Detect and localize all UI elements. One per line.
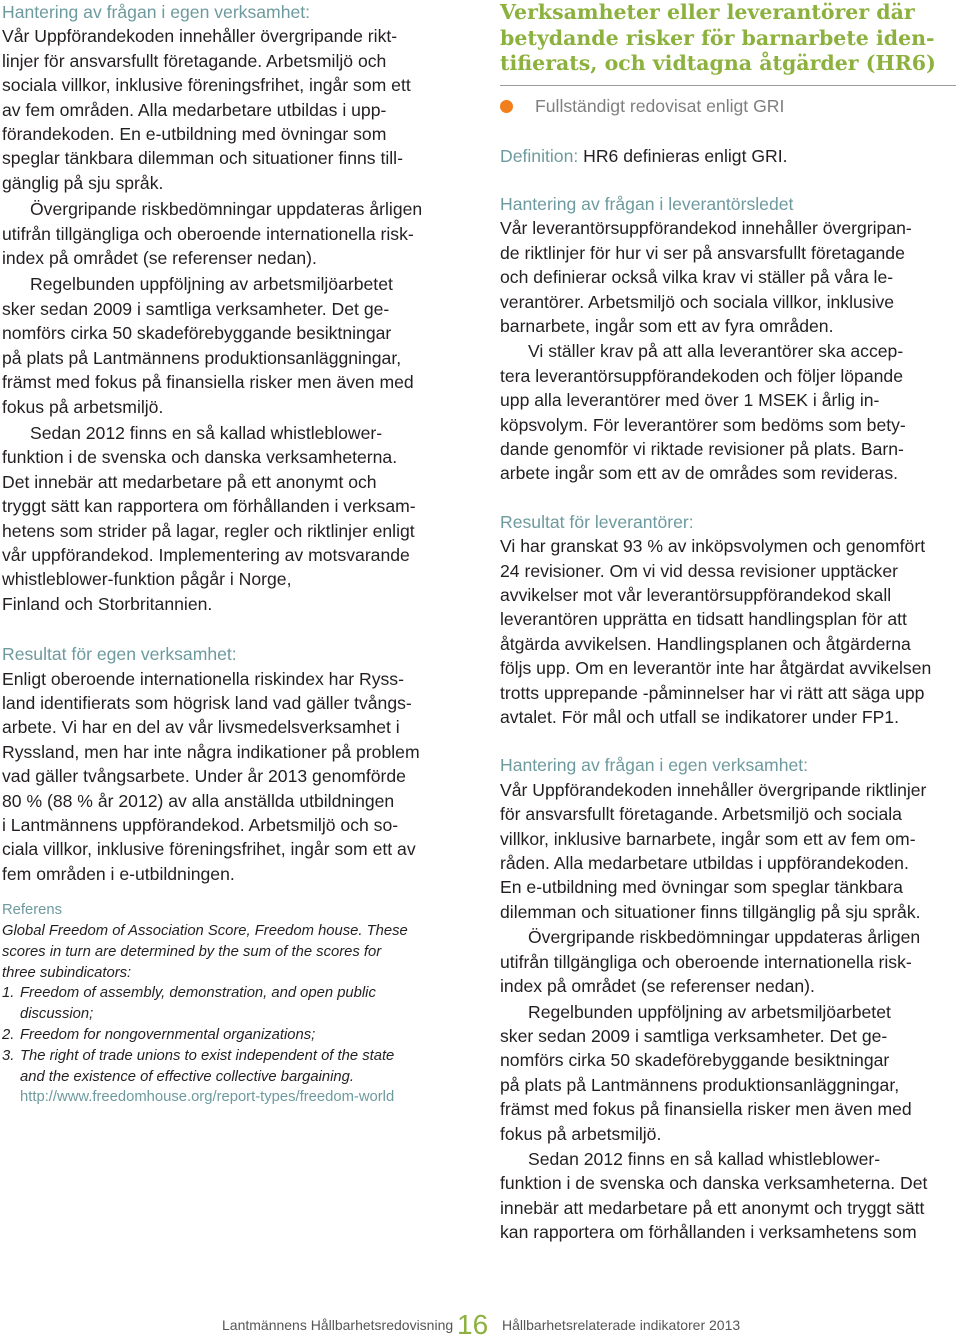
text-line: tifierats, och vidtagna åtgärder (HR6) — [500, 51, 936, 75]
text-line: speglar tänkbara dilemman och situationer finns till- — [2, 148, 403, 169]
text-line: på plats på Lantmännens produktionsanläggningar, — [500, 1074, 900, 1095]
text-line: arbete ingår som ett av de områdes som revideras. — [500, 463, 898, 484]
text-line: whistleblower-funktion pågår i Norge, — [2, 569, 292, 590]
text-line: index på området (se referenser nedan). — [500, 976, 815, 997]
reference-item-number: 2. — [2, 1027, 15, 1043]
text-line: råden. Alla medarbetare utbildas i uppförandekoden. — [500, 853, 909, 874]
text-line: tera leverantörsuppförandekoden och följer löpande — [500, 365, 903, 386]
text-line: av fem områden. Alla medarbetare utbildas i upp- — [2, 99, 387, 120]
text-line: utifrån tillgängliga och oberoende internationella risk- — [500, 951, 912, 972]
text-line: dilemman och situationer finns tillgänglig på sju språk. — [500, 901, 921, 922]
paragraph — [2, 197, 458, 270]
text-line: och definierar också vilka krav vi ställer på våra le- — [500, 267, 894, 288]
reference-item-text: The right of trade unions to exist independent of the state — [20, 1047, 395, 1064]
text-line: Vår Uppförandekoden innehåller övergripande riktlinjer — [500, 779, 927, 800]
text-line: land identifierats som högrisk land vad gäller tvångs- — [2, 692, 412, 713]
text-line: utifrån tillgängliga och oberoende internationella risk- — [2, 223, 414, 244]
text-line: avvikelser mot vår leverantörsuppförandekod skall — [500, 585, 892, 605]
text-line: främst med fokus på finansiella risker men även med — [2, 372, 414, 393]
left-column — [2, 0, 458, 1108]
text-line: nomförs cirka 50 skadeförebyggande besiktningar — [2, 323, 392, 344]
text-line: Regelbunden uppföljning av arbetsmiljöarbetet — [30, 274, 393, 295]
text-line: funktion i de svenska och danska verksamheterna. — [2, 447, 398, 468]
text-line: fokus på arbetsmiljö. — [500, 1123, 662, 1144]
text-line: Vår Uppförandekoden innehåller övergripande rikt- — [2, 26, 398, 47]
reference-item — [2, 1046, 458, 1088]
text-line: 80 % (88 % år 2012) av alla anställda utbildningen — [2, 790, 395, 811]
paragraph — [500, 925, 956, 998]
text-line: index på området (se referenser nedan). — [2, 248, 317, 269]
text-line: i Lantmännens uppförandekod. Arbetsmiljö och so- — [2, 815, 399, 835]
text-line: gänglig på sju språk. — [2, 172, 164, 193]
right-column — [500, 0, 956, 1245]
paragraph — [500, 778, 956, 924]
text-line: Verksamheter eller leverantörer där — [500, 0, 915, 24]
reference-item-number: 3. — [2, 1047, 15, 1064]
section-heading: Hantering av frågan i egen verksamhet: — [2, 2, 311, 22]
text-line: Regelbunden uppföljning av arbetsmiljöarbetet — [528, 1001, 891, 1022]
definition-text: HR6 definieras enligt GRI. — [578, 145, 788, 166]
text-line: hetens som strider på lagar, regler och riktlinjer enligt — [2, 520, 415, 541]
reference-item — [2, 983, 458, 1025]
text-line: Finland och Storbritannien. — [2, 593, 213, 614]
page-number: 16 — [457, 1309, 489, 1340]
text-line: En e-utbildning med övningar som speglar tänkbara — [500, 877, 903, 898]
text-line: Sedan 2012 finns en så kallad whistleblower- — [528, 1148, 881, 1169]
text-line: Övergripande riskbedömningar uppdateras årligen — [30, 199, 423, 220]
definition-label: Definition: — [500, 145, 579, 166]
text-line: Ryssland, men har inte några indikationer på problem — [2, 741, 420, 762]
text-line: sker sedan 2009 i samtliga verksamheter. Det ge- — [2, 298, 390, 319]
gri-status — [500, 94, 956, 120]
text-line: fem områden i e-utbildningen. — [2, 863, 235, 884]
text-line: Global Freedom of Association Score, Freedom house. These — [2, 923, 408, 940]
text-line: på plats på Lantmännens produktionsanläggningar, — [2, 347, 402, 368]
section-heading: Hantering av frågan i leverantörsledet — [500, 193, 794, 214]
footer-report-name: Lantmännens Hållbarhetsredovisning — [222, 1317, 454, 1333]
text-line: scores in turn are determined by the sum of the scores for — [2, 943, 382, 960]
text-line: Vi har granskat 93 % av inköpsvolymen och genomfört — [500, 536, 926, 557]
text-line: Övergripande riskbedömningar uppdateras årligen — [528, 927, 921, 948]
text-line: barnarbete, ingår som ett av fyra områden. — [500, 315, 834, 336]
text-line: arbete. Vi har en del av vår livsmedelsverksamhet i — [2, 717, 400, 738]
section-heading: Hantering av frågan i egen verksamhet: — [500, 755, 809, 776]
text-line: funktion i de svenska och danska verksamheterna. Det — [500, 1173, 928, 1194]
reference-item-text: discussion; — [20, 1006, 94, 1023]
text-line: Sedan 2012 finns en så kallad whistleblower- — [30, 422, 383, 443]
text-line: för ansvarsfullt företagande. Arbetsmiljö och sociala — [500, 804, 902, 825]
text-line: villkor, inklusive barnarbete, ingår som ett av fem om- — [500, 828, 916, 849]
text-line: sker sedan 2009 i samtliga verksamheter. Det ge- — [500, 1025, 888, 1046]
reference-intro — [2, 921, 458, 983]
text-line: trotts upprepande -påminnelser har vi rätt att säga upp — [500, 682, 925, 703]
text-line: dande genomför vi riktade revisioner på plats. Barn- — [500, 438, 904, 459]
reference-item-text: Freedom of assembly, demonstration, and open public — [20, 985, 376, 1002]
text-line: verantörer. Arbetsmiljö och sociala villkor, inklusive — [500, 291, 895, 312]
text-line: Enligt oberoende internationella riskindex har Ryss- — [2, 668, 404, 689]
paragraph — [500, 1000, 956, 1146]
text-line: linjer för ansvarsfullt företagande. Arbetsmiljö och — [2, 50, 387, 71]
reference-heading: Referens — [2, 902, 63, 919]
text-line: 24 revisioner. Om vi vid dessa revisioner upptäcker — [500, 560, 898, 581]
text-line: de riktlinjer för hur vi ser på ansvarsfullt företagande — [500, 242, 905, 263]
text-line: vår uppförandekod. Implementering av motsvarande — [2, 544, 410, 565]
status-dot-icon — [500, 100, 513, 113]
paragraph — [500, 1147, 956, 1245]
paragraph — [2, 421, 458, 616]
section-heading: Resultat för egen verksamhet: — [2, 644, 237, 665]
text-line: Vi ställer krav på att alla leverantörer ska accep- — [528, 341, 904, 362]
text-line: nomförs cirka 50 skadeförebyggande besiktningar — [500, 1050, 890, 1071]
paragraph — [2, 667, 458, 887]
text-line: ciala villkor, inklusive föreningsfrihet, ingår som ett av — [2, 839, 416, 860]
text-line: kan rapportera om förhållanden i verksamhetens som — [500, 1222, 917, 1243]
gri-status-label: Fullständigt redovisat enligt GRI — [535, 96, 785, 116]
text-line: förandekoden. En e-utbildning med övningar som — [2, 124, 387, 145]
text-line: köpsvolym. För leverantörer som bedöms som bety- — [500, 414, 906, 435]
footer-section-name: Hållbarhetsrelaterade indikatorer 2013 — [502, 1317, 741, 1333]
divider — [500, 85, 956, 86]
paragraph — [2, 272, 458, 418]
text-line: åtgärda avvikelsen. Handlingsplanen och åtgärderna — [500, 633, 911, 654]
paragraph — [500, 534, 956, 729]
reference-item-number: 1. — [2, 985, 15, 1002]
paragraph — [2, 24, 458, 195]
reference-item — [2, 1025, 458, 1046]
text-line: innebär att medarbetare på ett anonymt och tryggt sätt — [500, 1197, 925, 1218]
paragraph — [500, 216, 956, 338]
text-line: följs upp. Om en leverantör inte har åtgärdat avvikelsen — [500, 658, 932, 679]
text-line: upp alla leverantörer med över 1 MSEK i årlig in- — [500, 390, 880, 411]
text-line: Det innebär att medarbetare på ett anonymt och — [2, 471, 377, 492]
text-line: betydande risker för barnarbete iden- — [500, 25, 935, 50]
text-line: främst med fokus på finansiella risker men även med — [500, 1099, 912, 1120]
reference-item-text: and the existence of effective collective bargaining. — [20, 1068, 354, 1085]
reference-link[interactable]: http://www.freedomhouse.org/report-types/freedom-world — [20, 1089, 395, 1106]
indicator-title — [500, 0, 956, 77]
section-heading: Resultat för leverantörer: — [500, 511, 694, 532]
text-line: sociala villkor, inklusive föreningsfrihet, ingår som ett — [2, 75, 411, 96]
reference-list — [2, 983, 458, 1087]
text-line: tryggt sätt kan rapportera om förhållanden i verksam- — [2, 496, 416, 517]
page-footer — [0, 1310, 960, 1340]
text-line: fokus på arbetsmiljö. — [2, 396, 164, 417]
text-line: Vår leverantörsuppförandekod innehåller övergripan- — [500, 218, 912, 239]
text-line: leverantören upprätta en tidsatt handlingsplan för att — [500, 609, 907, 630]
text-line: three subindicators: — [2, 964, 132, 981]
reference-item-text: Freedom for nongovernmental organizations; — [20, 1027, 316, 1043]
text-line: vad gäller tvångsarbete. Under år 2013 genomförde — [2, 766, 406, 787]
definition — [500, 144, 956, 168]
text-line: avtalet. För mål och utfall se indikatorer under FP1. — [500, 707, 899, 728]
paragraph — [500, 339, 956, 485]
